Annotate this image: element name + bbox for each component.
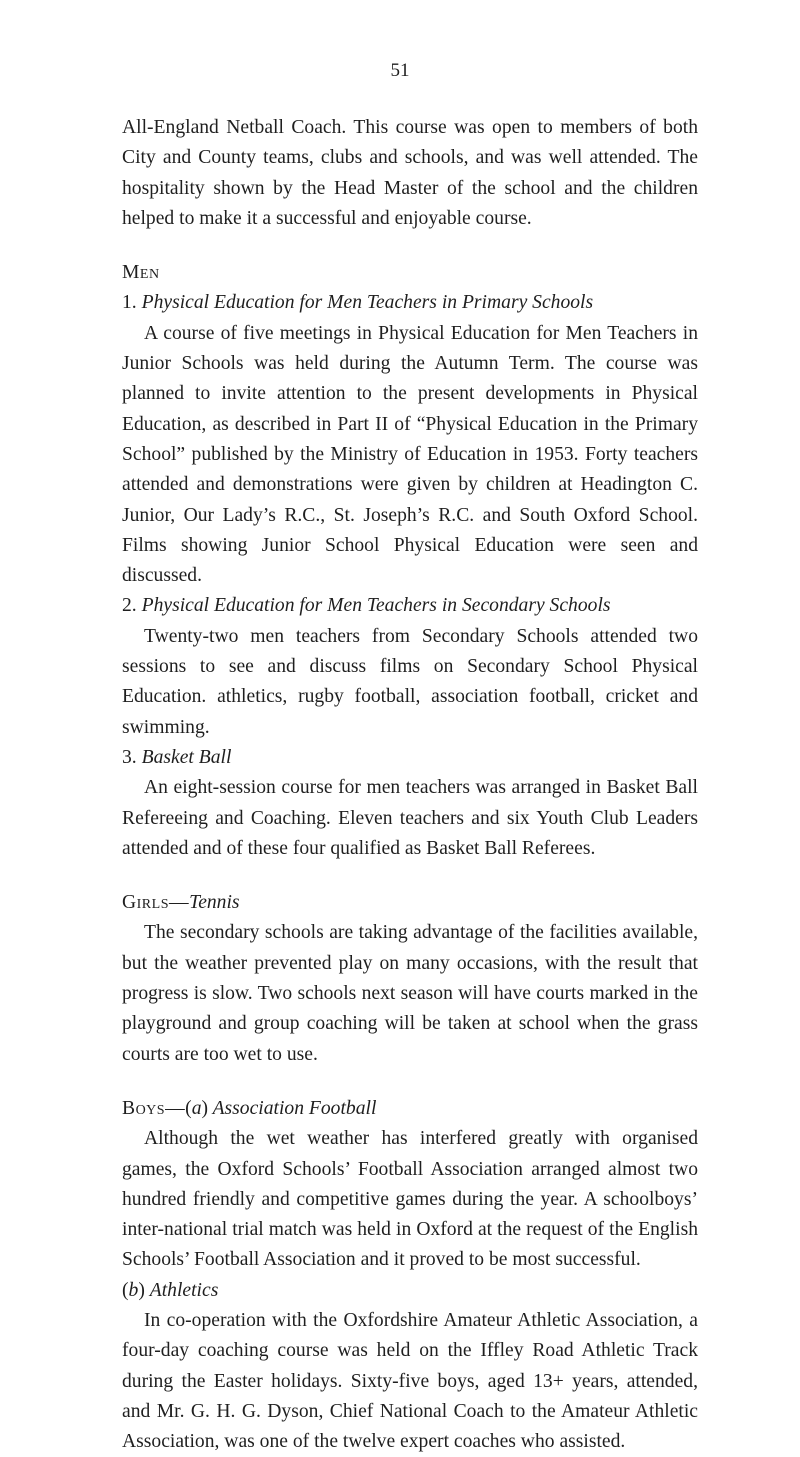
boys-section-b-heading bbox=[122, 1276, 698, 1306]
boys-section-a-heading bbox=[185, 1098, 376, 1119]
spacer bbox=[122, 234, 698, 258]
page-number: 51 bbox=[390, 60, 410, 81]
men-section-2-paragraph: Twenty-two men teachers from Secondary Schools attended two sessions to see and discuss films on Secondary School Physical Education. athletics, rugby football, association football, cricket and swimming. bbox=[122, 625, 698, 738]
boys-section-a-paren-close: ) bbox=[201, 1097, 209, 1119]
boys-section-b-paren-open: ( bbox=[122, 1279, 129, 1301]
men-section-2-title: Physical Education for Men Teachers in Secondary Schools bbox=[141, 595, 611, 617]
boys-section-b-paragraph: In co-operation with the Oxfordshire Amateur Athletic Association, a four-day coaching course was held on the Iffley Road Athletic Track during the Easter holidays. Sixty-five boys, aged 13+ years, attended, and Mr. G. H. G. Dyson, Chief National Coach to the Amateur Athletic Association, was one of the twelve expert coaches who assisted. bbox=[122, 1309, 698, 1453]
men-section-1-heading bbox=[122, 288, 698, 318]
girls-heading-label: Girls bbox=[122, 892, 169, 914]
boys-heading-dash: — bbox=[165, 1097, 186, 1119]
page-body bbox=[122, 113, 698, 1457]
boys-section-b-title: Athletics bbox=[149, 1279, 219, 1301]
boys-section-a-paragraph: Although the wet weather has interfered greatly with organised games, the Oxford Schools’ Football Association arranged almost two hundred friendly and competitive games during the year. A schoolboys’ inter-national trial match was held in Oxford at the request of the English Schools’ Football Association and it proved to be most successful. bbox=[122, 1128, 698, 1271]
men-section-3-number: 3. bbox=[122, 746, 137, 768]
men-section-2-number: 2. bbox=[122, 595, 137, 617]
boys-heading bbox=[122, 1094, 698, 1124]
boys-section-b-paren-close: ) bbox=[138, 1279, 145, 1301]
men-section-1-paragraph: A course of five meetings in Physical Education for Men Teachers in Junior Schools was held during the Autumn Term. The course was planned to invite attention to the present developments in Physical Education, as described in Part II of “Physical Education in the Primary School” published by the Ministry of Education in 1953. Forty teachers attended and demonstrations were given by children at Headington C. Junior, Our Lady’s R.C., St. Joseph’s R.C. and South Oxford School. Films showing Junior School Physical Education were seen and discussed. bbox=[122, 322, 698, 587]
girls-heading-dash: — bbox=[169, 892, 190, 914]
boys-heading-label: Boys bbox=[122, 1097, 166, 1119]
men-section-1-number: 1. bbox=[122, 292, 137, 314]
boys-section-a-paren-open: ( bbox=[185, 1097, 192, 1119]
spacer bbox=[122, 864, 698, 888]
men-section-3-heading bbox=[122, 743, 698, 773]
intro-paragraph: All-England Netball Coach. This course was open to members of both City and County teams, clubs and schools, and was well attended. The hospitality shown by the Head Master of the school and the children helped to make it a successful and enjoyable course. bbox=[122, 117, 698, 229]
men-heading: Men bbox=[122, 262, 160, 284]
girls-heading bbox=[122, 888, 698, 918]
men-section-2-heading bbox=[122, 591, 698, 621]
spacer bbox=[122, 1070, 698, 1094]
boys-section-a-letter: a bbox=[191, 1097, 202, 1119]
men-section-3-title: Basket Ball bbox=[141, 746, 232, 768]
boys-section-b-letter: b bbox=[128, 1279, 139, 1301]
boys-section-a-title: Association Football bbox=[212, 1097, 377, 1119]
men-section-1-title: Physical Education for Men Teachers in Primary Schools bbox=[141, 292, 594, 314]
girls-heading-subtitle: Tennis bbox=[189, 892, 240, 914]
men-section-3-paragraph: An eight-session course for men teachers was arranged in Basket Ball Refereeing and Coaching. Eleven teachers and six Youth Club Leaders attended and of these four qualified as Basket Ball Referees. bbox=[122, 777, 698, 859]
girls-paragraph: The secondary schools are taking advantage of the facilities available, but the weather prevented play on many occasions, with the result that progress is slow. Two schools next season will have courts marked in the playground and group coaching will be taken at school when the grass courts are too wet to use. bbox=[122, 922, 698, 1065]
